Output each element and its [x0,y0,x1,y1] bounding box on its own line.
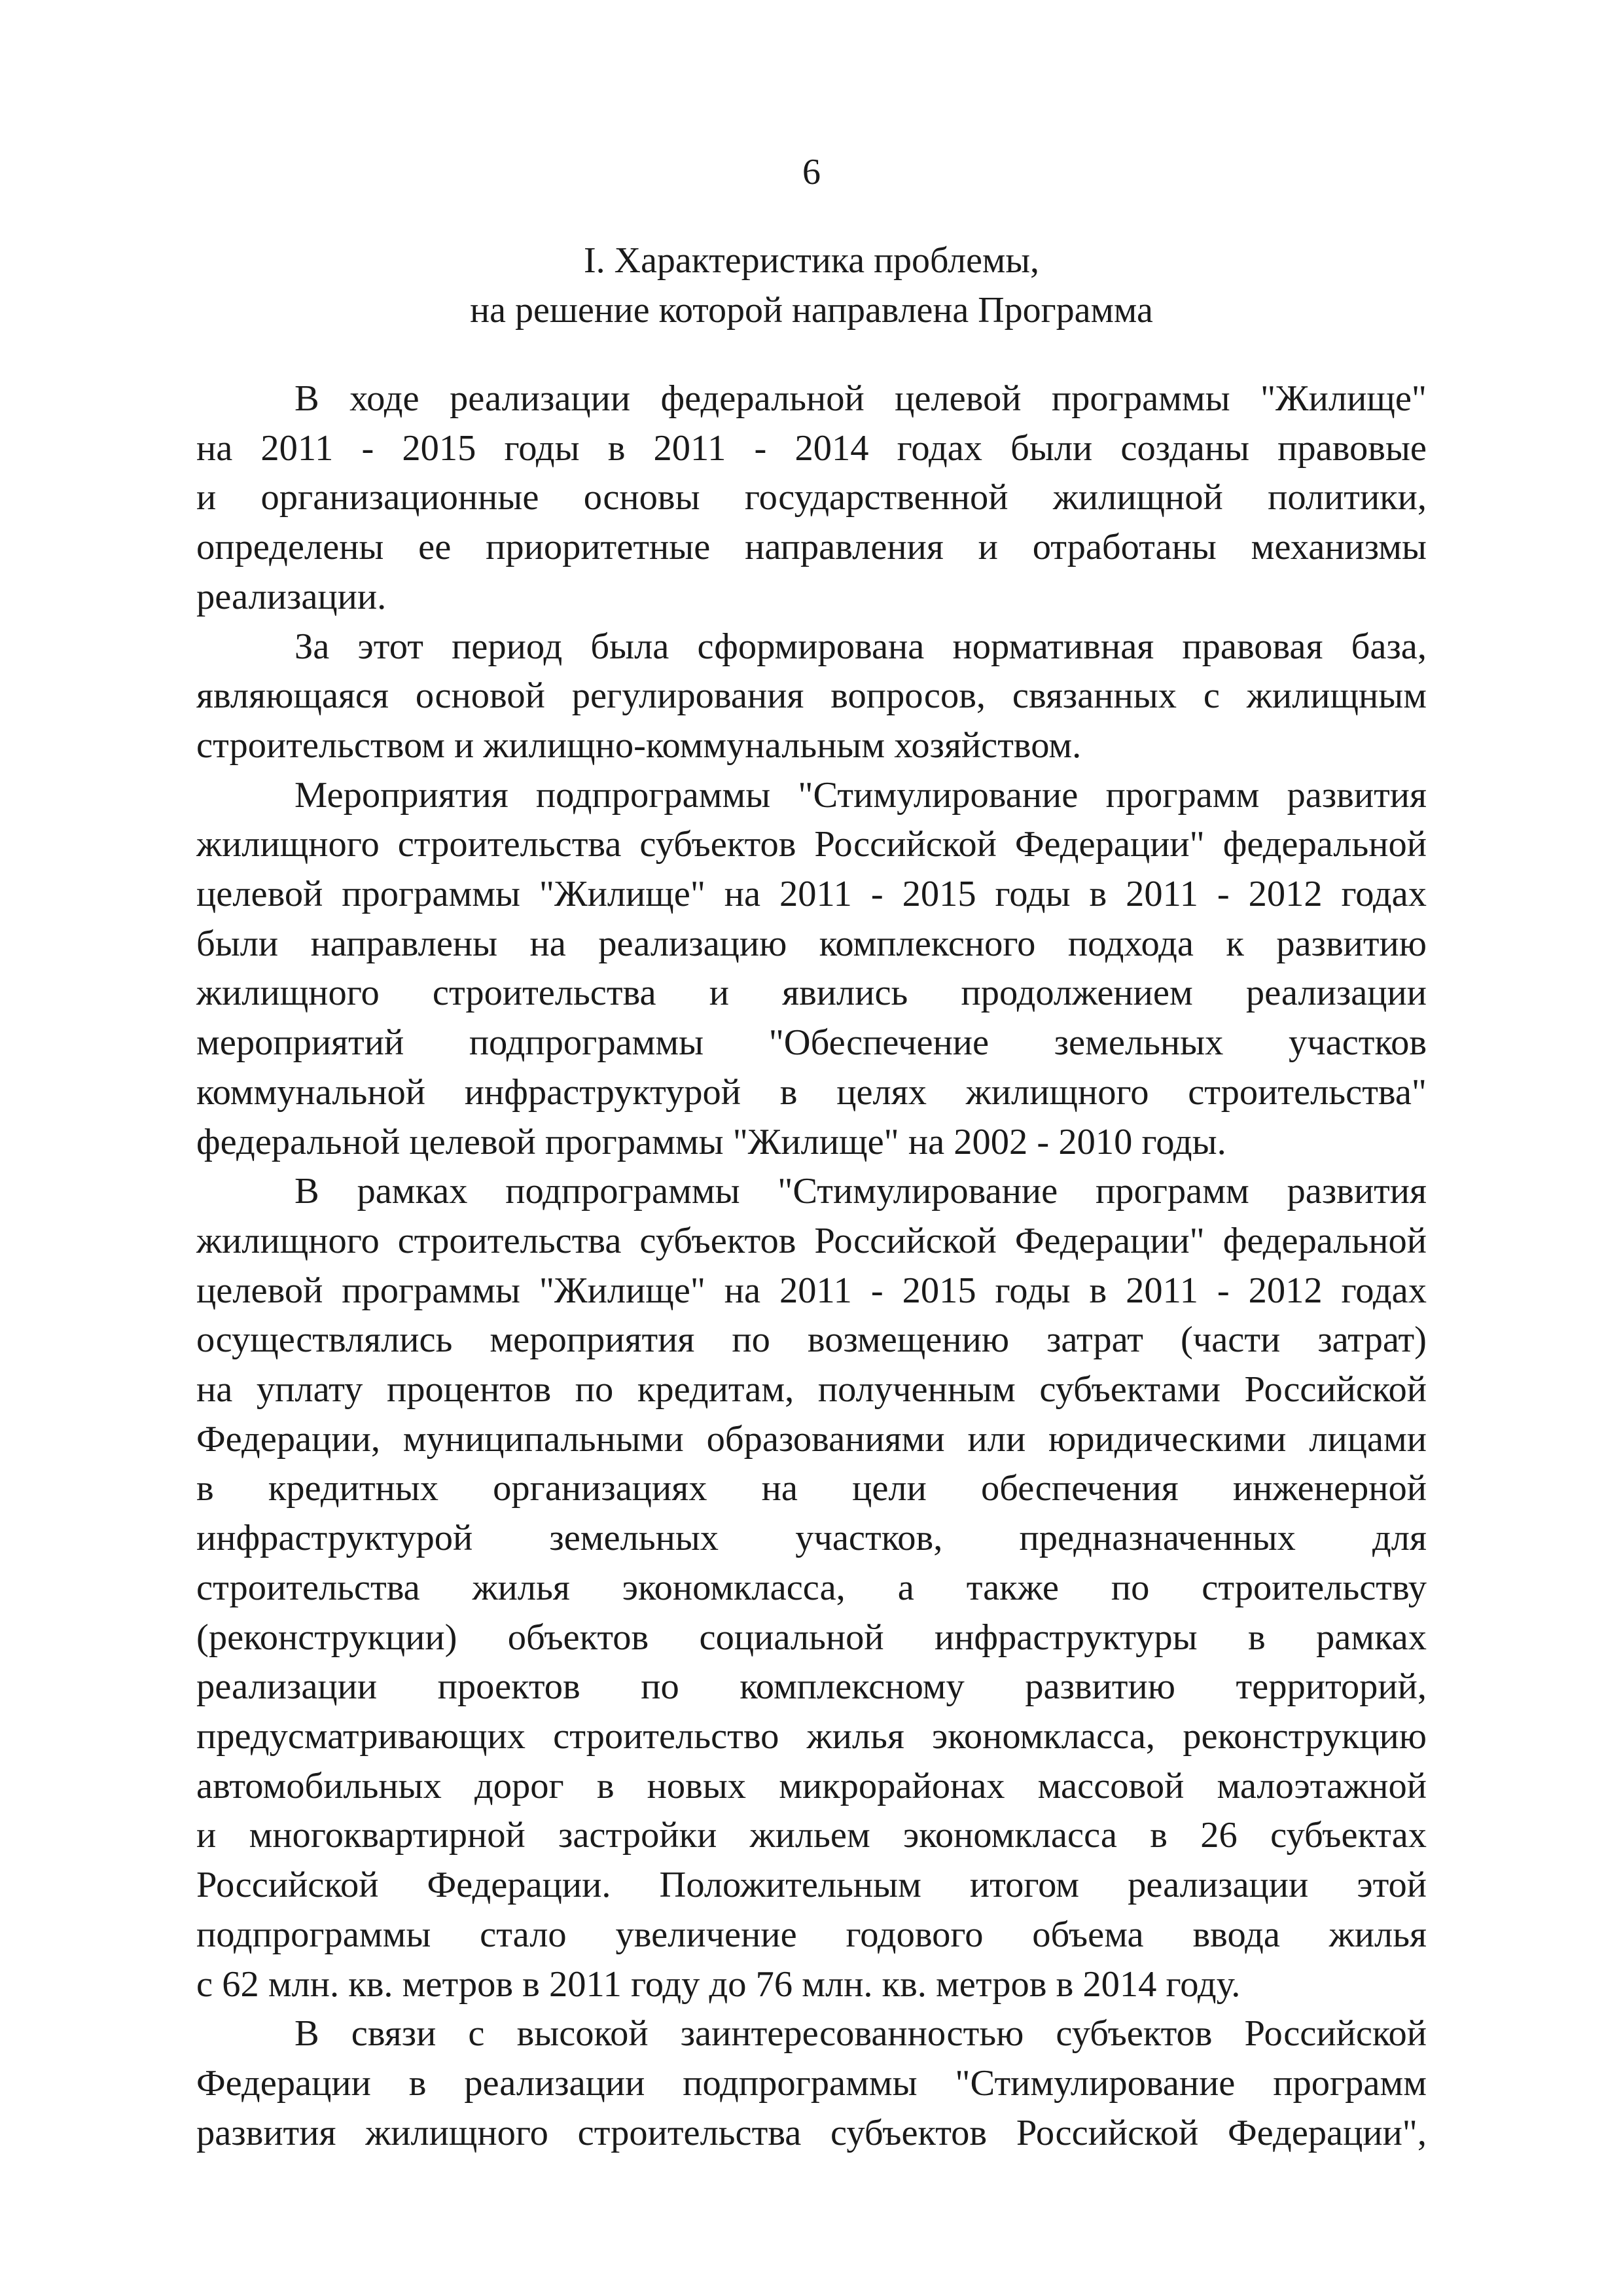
paragraph-line: подпрограммы стало увеличение годового объема ввода жилья [196,1914,1427,1955]
paragraph-line: инфраструктурой земельных участков, предназначенных для [196,1518,1427,1559]
paragraph [196,771,1427,1168]
paragraph-line: определены ее приоритетные направления и отработаны механизмы [196,527,1427,568]
paragraph-line: и организационные основы государственной жилищной политики, [196,477,1427,518]
paragraph-line: В связи с высокой заинтересованностью субъектов Российской [294,2013,1427,2054]
paragraph [196,374,1427,622]
section-heading-line-2: на решение которой направлена Программа [470,290,1153,331]
paragraph-line: федеральной целевой программы "Жилище" на 2002 - 2010 годы. [196,1121,1226,1162]
paragraph-line: мероприятий подпрограммы "Обеспечение земельных участков [196,1022,1427,1064]
paragraph-line: развития жилищного строительства субъектов Российской Федерации", [196,2112,1427,2153]
paragraph-line: реализации проектов по комплексному развитию территорий, [196,1666,1427,1708]
paragraph-line: на 2011 - 2015 годы в 2011 - 2014 годах были созданы правовые [196,427,1427,469]
paragraph-line: Федерации, муниципальными образованиями или юридическими лицами [196,1418,1427,1460]
paragraph-line: на уплату процентов по кредитам, полученным субъектами Российской [196,1369,1427,1410]
paragraph-line: с 62 млн. кв. метров в 2011 году до 76 млн. кв. метров в 2014 году. [196,1964,1241,2005]
paragraph-line: жилищного строительства субъектов Российской Федерации" федеральной [196,824,1427,865]
paragraph [196,2009,1427,2158]
paragraph-line: коммунальной инфраструктурой в целях жилищного строительства" [196,1071,1427,1113]
paragraph-line: (реконструкции) объектов социальной инфраструктуры в рамках [196,1617,1427,1658]
paragraph-line: были направлены на реализацию комплексного подхода к развитию [196,923,1427,964]
section-heading-line-1: I. Характеристика проблемы, [583,240,1039,281]
paragraph-line: строительства жилья экономкласса, а также по строительству [196,1567,1427,1608]
paragraph-line: целевой программы "Жилище" на 2011 - 2015 годы в 2011 - 2012 годах [196,1270,1427,1311]
paragraph-line: В рамках подпрограммы "Стимулирование программ развития [294,1171,1427,1212]
paragraph-line: автомобильных дорог в новых микрорайонах массовой малоэтажной [196,1765,1427,1806]
paragraph-line: В ходе реализации федеральной целевой программы "Жилище" [294,378,1427,419]
paragraph-line: целевой программы "Жилище" на 2011 - 2015 годы в 2011 - 2012 годах [196,874,1427,915]
paragraph [196,1167,1427,2009]
paragraph-line: осуществлялись мероприятия по возмещению затрат (части затрат) [196,1319,1427,1361]
paragraph-line: реализации. [196,576,387,617]
paragraph-line: За этот период была сформирована нормативная правовая база, [294,626,1427,667]
paragraph [196,622,1427,771]
paragraph-line: строительством и жилищно-коммунальным хозяйством. [196,725,1082,766]
paragraph-line: жилищного строительства субъектов Российской Федерации" федеральной [196,1220,1427,1261]
page-number: 6 [802,152,821,192]
paragraph-line: Федерации в реализации подпрограммы "Стимулирование программ [196,2062,1427,2104]
paragraph-line: и многоквартирной застройки жильем экономкласса в 26 субъектах [196,1815,1427,1856]
section-heading [196,236,1427,335]
paragraph-line: в кредитных организациях на цели обеспечения инженерной [196,1468,1427,1509]
body-text [196,374,1427,2158]
paragraph-line: Мероприятия подпрограммы "Стимулирование программ развития [294,774,1427,816]
paragraph-line: жилищного строительства и явились продолжением реализации [196,973,1427,1014]
paragraph-line: являющаяся основой регулирования вопросов, связанных с жилищным [196,675,1427,717]
paragraph-line: Российской Федерации. Положительным итогом реализации этой [196,1865,1427,1906]
paragraph-line: предусматривающих строительство жилья экономкласса, реконструкцию [196,1715,1427,1757]
